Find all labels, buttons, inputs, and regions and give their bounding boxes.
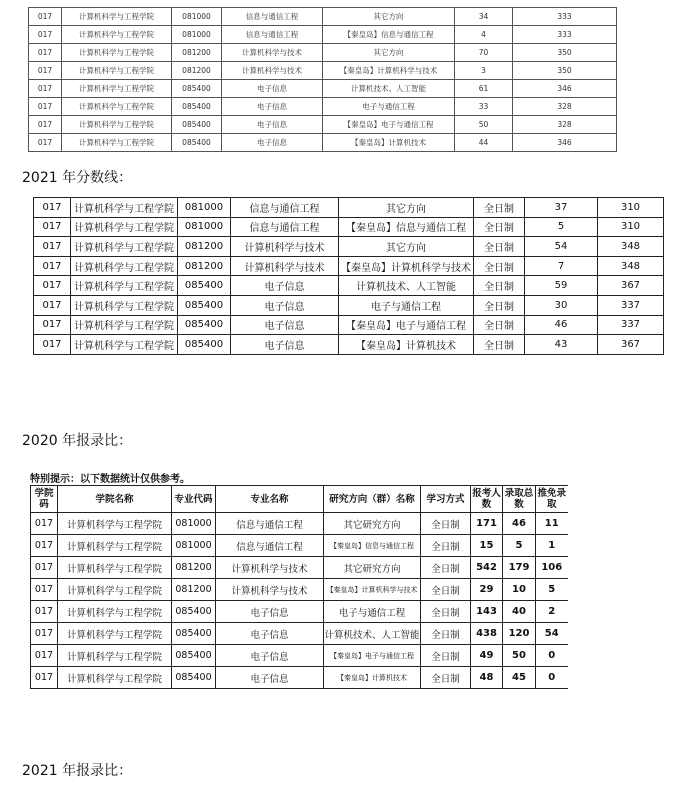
table-cell: 【秦皇岛】信息与通信工程 <box>339 217 474 237</box>
table-cell: 350 <box>513 44 617 62</box>
scores-2021-row <box>34 335 664 355</box>
table-cell: 计算机科学与工程学院 <box>62 8 172 26</box>
table-cell: 348 <box>598 256 664 276</box>
table-cell: 106 <box>536 557 568 579</box>
table-cell: 171 <box>471 513 503 535</box>
table-cell: 5 <box>503 535 536 557</box>
table-cell: 全日制 <box>421 513 471 535</box>
table-cell: 【秦皇岛】计算机科学与技术 <box>324 579 421 601</box>
table-cell: 10 <box>503 579 536 601</box>
table-cell: 信息与通信工程 <box>231 217 339 237</box>
table-cell: 全日制 <box>474 295 525 315</box>
table-cell: 计算机科学与工程学院 <box>71 335 178 355</box>
column-header: 推免录取 <box>536 486 568 513</box>
table-cell: 46 <box>525 315 598 335</box>
table-cell: 017 <box>34 198 71 218</box>
table-cell: 5 <box>536 579 568 601</box>
table-cell: 54 <box>536 623 568 645</box>
table-cell: 信息与通信工程 <box>216 535 324 557</box>
ratio-2020-row <box>31 579 568 601</box>
table-cell: 电子信息 <box>231 276 339 296</box>
column-header: 学习方式 <box>421 486 471 513</box>
table-cell: 信息与通信工程 <box>222 8 323 26</box>
table-cell: 085400 <box>178 295 231 315</box>
table-cell: 计算机科学与工程学院 <box>62 98 172 116</box>
table-cell: 081200 <box>172 579 216 601</box>
table-cell: 计算机科学与技术 <box>216 579 324 601</box>
table-cell: 346 <box>513 80 617 98</box>
table-cell: 电子与通信工程 <box>324 601 421 623</box>
table-cell: 328 <box>513 116 617 134</box>
table-cell: 29 <box>471 579 503 601</box>
scores-2021-row <box>34 256 664 276</box>
heading-2020-ratio: 2020 年报录比： <box>22 433 133 449</box>
table-cell: 48 <box>471 667 503 689</box>
table-cell: 081200 <box>172 62 222 80</box>
table-cell: 电子信息 <box>222 98 323 116</box>
table-cell: 017 <box>31 667 58 689</box>
table-cell: 017 <box>31 557 58 579</box>
table-cell: 电子信息 <box>216 667 324 689</box>
table-cell: 计算机科学与技术 <box>222 44 323 62</box>
table-cell: 计算机科学与技术 <box>231 237 339 257</box>
table-cell: 计算机科学与工程学院 <box>62 134 172 152</box>
table-cell: 348 <box>598 237 664 257</box>
table-cell: 081000 <box>178 217 231 237</box>
ratio-2020-row <box>31 535 568 557</box>
table-cell: 085400 <box>172 116 222 134</box>
table-cell: 43 <box>525 335 598 355</box>
table-cell: 085400 <box>172 623 216 645</box>
table-cell: 44 <box>455 134 513 152</box>
table-cell: 全日制 <box>421 535 471 557</box>
scores-2020-row <box>29 116 617 134</box>
table-cell: 081000 <box>172 513 216 535</box>
table-cell: 346 <box>513 134 617 152</box>
table-cell: 017 <box>34 295 71 315</box>
table-cell: 085400 <box>172 601 216 623</box>
table-cell: 计算机科学与工程学院 <box>62 116 172 134</box>
table-cell: 310 <box>598 217 664 237</box>
table-cell: 全日制 <box>474 315 525 335</box>
table-cell: 电子信息 <box>216 645 324 667</box>
table-cell: 计算机科学与工程学院 <box>71 295 178 315</box>
column-header: 专业名称 <box>216 486 324 513</box>
table-cell: 59 <box>525 276 598 296</box>
table-cell: 50 <box>455 116 513 134</box>
table-cell: 电子信息 <box>231 335 339 355</box>
table-cell: 350 <box>513 62 617 80</box>
table-cell: 70 <box>455 44 513 62</box>
heading-2021-scores: 2021 年分数线： <box>22 170 133 186</box>
table-cell: 11 <box>536 513 568 535</box>
column-header: 学院名称 <box>58 486 172 513</box>
table-cell: 40 <box>503 601 536 623</box>
scores-2021-row <box>34 198 664 218</box>
table-cell: 085400 <box>178 315 231 335</box>
table-cell: 其它方向 <box>339 198 474 218</box>
table-cell: 计算机科学与工程学院 <box>62 80 172 98</box>
scores-2020-row <box>29 134 617 152</box>
table-cell: 33 <box>455 98 513 116</box>
table-cell: 017 <box>31 645 58 667</box>
table-cell: 【秦皇岛】电子与通信工程 <box>323 116 455 134</box>
table-cell: 计算机科学与工程学院 <box>71 237 178 257</box>
table-cell: 0 <box>536 645 568 667</box>
table-cell: 信息与通信工程 <box>231 198 339 218</box>
table-cell: 30 <box>525 295 598 315</box>
table-cell: 计算机科学与技术 <box>216 557 324 579</box>
table-cell: 1 <box>536 535 568 557</box>
table-cell: 5 <box>525 217 598 237</box>
table-cell: 179 <box>503 557 536 579</box>
table-cell: 017 <box>31 535 58 557</box>
table-cell: 电子信息 <box>216 623 324 645</box>
table-cell: 085400 <box>172 80 222 98</box>
ratio-2020-row <box>31 513 568 535</box>
table-cell: 333 <box>513 8 617 26</box>
table-cell: 其它方向 <box>339 237 474 257</box>
table-cell: 367 <box>598 335 664 355</box>
table-cell: 7 <box>525 256 598 276</box>
table-cell: 085400 <box>172 134 222 152</box>
table-cell: 计算机科学与工程学院 <box>62 26 172 44</box>
table-cell: 333 <box>513 26 617 44</box>
table-cell: 2 <box>536 601 568 623</box>
table-cell: 计算机科学与工程学院 <box>71 256 178 276</box>
table-cell: 全日制 <box>421 645 471 667</box>
table-cell: 电子信息 <box>231 295 339 315</box>
table-cell: 电子信息 <box>222 116 323 134</box>
table-cell: 017 <box>29 26 62 44</box>
scores-2021-table <box>33 197 664 355</box>
table-cell: 【秦皇岛】电子与通信工程 <box>339 315 474 335</box>
ratio-2020-row <box>31 623 568 645</box>
table-cell: 计算机科学与工程学院 <box>58 557 172 579</box>
table-cell: 全日制 <box>474 198 525 218</box>
table-cell: 017 <box>34 237 71 257</box>
ratio-2020-row <box>31 667 568 689</box>
table-cell: 542 <box>471 557 503 579</box>
scores-2020-row <box>29 62 617 80</box>
scores-2020-table <box>28 7 617 152</box>
scores-2020-row <box>29 8 617 26</box>
column-header: 学院码 <box>31 486 58 513</box>
table-cell: 085400 <box>178 276 231 296</box>
table-cell: 120 <box>503 623 536 645</box>
table-cell: 计算机科学与工程学院 <box>58 579 172 601</box>
table-cell: 计算机科学与工程学院 <box>58 513 172 535</box>
table-cell: 计算机科学与工程学院 <box>71 276 178 296</box>
table-cell: 017 <box>29 8 62 26</box>
table-cell: 328 <box>513 98 617 116</box>
table-cell: 085400 <box>178 335 231 355</box>
column-header: 报考人数 <box>471 486 503 513</box>
ratio-2020-row <box>31 557 568 579</box>
table-cell: 计算机科学与技术 <box>222 62 323 80</box>
table-cell: 017 <box>31 513 58 535</box>
table-cell: 017 <box>29 44 62 62</box>
table-cell: 45 <box>503 667 536 689</box>
table-cell: 全日制 <box>421 579 471 601</box>
table-cell: 017 <box>31 579 58 601</box>
table-cell: 信息与通信工程 <box>222 26 323 44</box>
table-cell: 【秦皇岛】电子与通信工程 <box>324 645 421 667</box>
table-cell: 全日制 <box>474 256 525 276</box>
scores-2020-row <box>29 26 617 44</box>
table-cell: 计算机科学与工程学院 <box>71 198 178 218</box>
table-cell: 085400 <box>172 667 216 689</box>
table-cell: 计算机科学与工程学院 <box>71 217 178 237</box>
table-cell: 017 <box>29 62 62 80</box>
table-cell: 计算机科学与工程学院 <box>58 667 172 689</box>
table-cell: 081000 <box>178 198 231 218</box>
table-cell: 017 <box>34 217 71 237</box>
column-header: 研究方向（群）名称 <box>324 486 421 513</box>
table-cell: 全日制 <box>474 217 525 237</box>
table-cell: 081000 <box>172 535 216 557</box>
table-cell: 全日制 <box>421 623 471 645</box>
table-cell: 017 <box>31 601 58 623</box>
table-cell: 081000 <box>172 8 222 26</box>
table-cell: 017 <box>29 80 62 98</box>
scores-2021-row <box>34 237 664 257</box>
table-cell: 全日制 <box>421 601 471 623</box>
scores-2020-row <box>29 80 617 98</box>
table-cell: 其它研究方向 <box>324 513 421 535</box>
table-cell: 其它研究方向 <box>324 557 421 579</box>
table-cell: 全日制 <box>421 557 471 579</box>
table-cell: 085400 <box>172 645 216 667</box>
table-cell: 49 <box>471 645 503 667</box>
scores-2021-row <box>34 315 664 335</box>
table-cell: 电子信息 <box>216 601 324 623</box>
table-cell: 017 <box>29 134 62 152</box>
table-cell: 全日制 <box>421 667 471 689</box>
scores-2021-row <box>34 276 664 296</box>
table-cell: 【秦皇岛】信息与通信工程 <box>324 535 421 557</box>
table-cell: 计算机科学与工程学院 <box>71 315 178 335</box>
table-cell: 54 <box>525 237 598 257</box>
table-cell: 438 <box>471 623 503 645</box>
table-cell: 081200 <box>172 44 222 62</box>
table-cell: 电子信息 <box>222 134 323 152</box>
table-cell: 081200 <box>178 237 231 257</box>
table-cell: 017 <box>34 256 71 276</box>
table-cell: 电子与通信工程 <box>339 295 474 315</box>
table-cell: 50 <box>503 645 536 667</box>
table-cell: 37 <box>525 198 598 218</box>
table-cell: 61 <box>455 80 513 98</box>
table-cell: 计算机技术、人工智能 <box>339 276 474 296</box>
table-cell: 计算机技术、人工智能 <box>324 623 421 645</box>
table-cell: 计算机科学与技术 <box>231 256 339 276</box>
table-cell: 017 <box>34 315 71 335</box>
table-cell: 337 <box>598 315 664 335</box>
table-cell: 017 <box>29 116 62 134</box>
ratio-2020-row <box>31 645 568 667</box>
table-cell: 计算机科学与工程学院 <box>58 601 172 623</box>
table-cell: 081200 <box>178 256 231 276</box>
table-cell: 全日制 <box>474 276 525 296</box>
table-cell: 017 <box>34 276 71 296</box>
ratio-2020-table <box>30 485 568 689</box>
table-cell: 计算机科学与工程学院 <box>58 645 172 667</box>
table-cell: 017 <box>31 623 58 645</box>
table-cell: 4 <box>455 26 513 44</box>
column-header: 录取总数 <box>503 486 536 513</box>
table-cell: 3 <box>455 62 513 80</box>
table-cell: 【秦皇岛】计算机技术 <box>324 667 421 689</box>
table-cell: 081000 <box>172 26 222 44</box>
table-cell: 017 <box>29 98 62 116</box>
table-cell: 电子与通信工程 <box>323 98 455 116</box>
table-cell: 367 <box>598 276 664 296</box>
table-cell: 34 <box>455 8 513 26</box>
scores-2020-row <box>29 98 617 116</box>
table-cell: 全日制 <box>474 335 525 355</box>
heading-2021-ratio: 2021 年报录比： <box>22 763 133 779</box>
table-cell: 电子信息 <box>231 315 339 335</box>
table-cell: 【秦皇岛】计算机技术 <box>323 134 455 152</box>
scores-2021-row <box>34 217 664 237</box>
table-cell: 337 <box>598 295 664 315</box>
table-cell: 电子信息 <box>222 80 323 98</box>
table-cell: 15 <box>471 535 503 557</box>
table-cell: 其它方向 <box>323 8 455 26</box>
table-cell: 310 <box>598 198 664 218</box>
column-header: 专业代码 <box>172 486 216 513</box>
scores-2021-row <box>34 295 664 315</box>
table-cell: 信息与通信工程 <box>216 513 324 535</box>
scores-2020-row <box>29 44 617 62</box>
table-cell: 017 <box>34 335 71 355</box>
table-cell: 081200 <box>172 557 216 579</box>
table-cell: 【秦皇岛】计算机科学与技术 <box>323 62 455 80</box>
table-cell: 计算机科学与工程学院 <box>58 623 172 645</box>
table-cell: 其它方向 <box>323 44 455 62</box>
table-cell: 计算机科学与工程学院 <box>58 535 172 557</box>
table-cell: 计算机科学与工程学院 <box>62 44 172 62</box>
table-cell: 085400 <box>172 98 222 116</box>
table-cell: 【秦皇岛】计算机技术 <box>339 335 474 355</box>
table-cell: 143 <box>471 601 503 623</box>
ratio-2020-row <box>31 601 568 623</box>
table-cell: 计算机技术、人工智能 <box>323 80 455 98</box>
table-cell: 【秦皇岛】计算机科学与技术 <box>339 256 474 276</box>
table-cell: 全日制 <box>474 237 525 257</box>
table-cell: 计算机科学与工程学院 <box>62 62 172 80</box>
notice-text: 特别提示：以下数据统计仅供参考。 <box>30 474 190 485</box>
table-cell: 0 <box>536 667 568 689</box>
table-cell: 46 <box>503 513 536 535</box>
table-cell: 【秦皇岛】信息与通信工程 <box>323 26 455 44</box>
